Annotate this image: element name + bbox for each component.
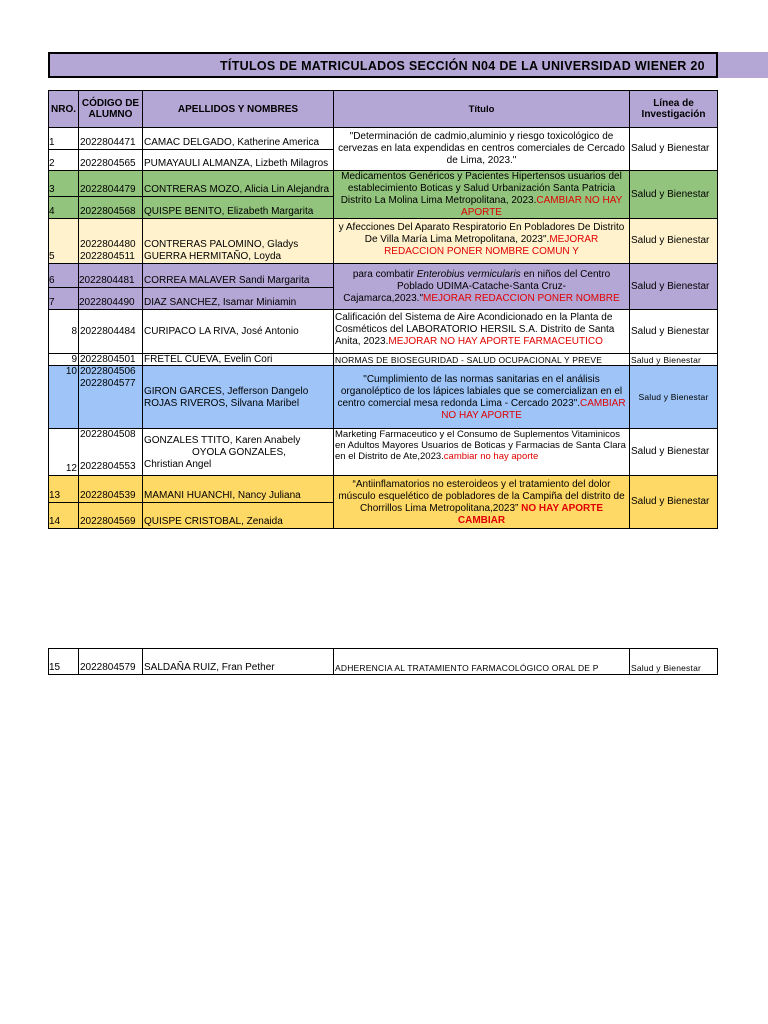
row2-name: PUMAYAULI ALMANZA, Lizbeth Milagros: [143, 150, 334, 171]
row1-nro: 1: [48, 128, 79, 150]
row5-name2: GUERRA HERMITAÑO, Loyda: [144, 251, 282, 262]
row12-name2: OYOLA GONZALES,: [192, 447, 286, 458]
group3-title-cell: [334, 219, 630, 264]
group4-note: MEJORAR REDACCION PONER NOMBRE: [423, 293, 620, 304]
group4-linea: Salud y Bienestar: [630, 264, 718, 310]
group4-title-cell: [334, 264, 630, 310]
row5-code-cell: [79, 219, 143, 264]
group4-title-a: para combatir: [352, 269, 417, 280]
row7-nro: 7: [48, 288, 79, 310]
row10-title-cell: [334, 366, 630, 429]
row10-linea: Salud y Bienestar: [630, 366, 718, 429]
title-bar-extension: [718, 52, 768, 78]
row9-linea: Salud y Bienestar: [630, 354, 718, 366]
row10-note: CAMBIAR NO HAY APORTE: [441, 398, 626, 421]
row9-code: 2022804501: [79, 354, 143, 366]
group1-title: "Determinación de cadmio,aluminio y riesgo toxicológico de cervezas en lata expendidas en centros comerciales de Cercado de Lima, 2023.": [334, 128, 630, 171]
group5-linea: Salud y Bienestar: [630, 476, 718, 529]
row8-title: Calificación del Sistema de Aire Acondicionado en la Planta de Cosméticos del LABORATORIO HERSIL S.A. Distrito de Santa Anita, 2023.: [335, 312, 615, 347]
row8-title-cell: [334, 310, 630, 354]
row8-code: 2022804484: [79, 310, 143, 354]
row4-name: QUISPE BENITO, Elizabeth Margarita: [143, 197, 334, 219]
row8-name: CURIPACO LA RIVA, José Antonio: [143, 310, 334, 354]
row10-code1: 2022804506: [80, 366, 136, 377]
row13-nro: 13: [48, 476, 79, 503]
row3-code: 2022804479: [79, 171, 143, 197]
row5-name1: CONTRERAS PALOMINO, Gladys: [144, 239, 299, 250]
row13-code: 2022804539: [79, 476, 143, 503]
row15-nro: 15: [48, 648, 79, 675]
row12-name1: GONZALES TTITO, Karen Anabely: [144, 435, 301, 446]
row2-code: 2022804565: [79, 150, 143, 171]
row8-linea: Salud y Bienestar: [630, 310, 718, 354]
row7-code: 2022804490: [79, 288, 143, 310]
group3-note: MEJORAR REDACCION PONER NOMBRE COMUN Y: [384, 234, 599, 257]
row5-code1: 2022804480: [80, 239, 136, 250]
row3-name: CONTRERAS MOZO, Alicia Lin Alejandra: [143, 171, 334, 197]
group5-title-cell: [334, 476, 630, 529]
group4-title-italic: Enterobius vermicularis: [416, 269, 521, 280]
row10-name2: ROJAS RIVEROS, Silvana Maribel: [144, 398, 300, 409]
group3-title: y Afecciones Del Aparato Respiratorio En Pobladores De Distrito De Villa María Lima Metropolitana, 2023".: [338, 222, 625, 245]
row12-code1: 2022804508: [80, 429, 136, 440]
row15-code: 2022804579: [79, 648, 143, 675]
row7-name: DIAZ SANCHEZ, Isamar Miniamin: [143, 288, 334, 310]
row14-nro: 14: [48, 503, 79, 529]
row9-name: FRETEL CUEVA, Evelin Cori: [143, 354, 334, 366]
row2-nro: 2: [48, 150, 79, 171]
row4-code: 2022804568: [79, 197, 143, 219]
row15-name: SALDAÑA RUIZ, Fran Pether: [143, 648, 334, 675]
row8-nro: 8: [48, 310, 79, 354]
row5-name-cell: [143, 219, 334, 264]
row8-note: MEJORAR NO HAY APORTE FARMACEUTICO: [388, 336, 603, 347]
row10-name-cell: [143, 366, 334, 429]
row12-title: Marketing Farmaceutico y el Consumo de Suplementos Vitaminicos en Adultos Mayores Usuarios de Boticas y Farmacias de Santa Clara en el Distrito de Ate,2023.: [335, 429, 626, 462]
row14-name: QUISPE CRISTOBAL, Zenaida: [143, 503, 334, 529]
group5-note2: CAMBIAR: [457, 515, 506, 526]
group4-title-b: en niños del Centro Poblado UDIMA-Catache-Santa Cruz-Cajamarca,2023.": [343, 269, 611, 304]
row12-code2: 2022804553: [80, 461, 136, 472]
row12-name3: Christian Angel: [144, 459, 212, 470]
group2-title-cell: [334, 171, 630, 219]
header-nro: NRO.: [48, 90, 79, 128]
row15-linea: Salud y Bienestar: [630, 648, 718, 675]
row6-nro: 6: [48, 264, 79, 288]
row14-code: 2022804569: [79, 503, 143, 529]
row6-code: 2022804481: [79, 264, 143, 288]
header-linea: Línea de Investigación: [630, 90, 718, 128]
header-titulo: Título: [334, 90, 630, 128]
row10-title: "Cumplimiento de las normas sanitarias en el análisis organoléptico de los lápices labiales que se comercializan en el centro comercial mesa redonda Lima - Cercado 2023".: [337, 374, 623, 409]
group2-title: Medicamentos Genéricos y Pacientes Hipertensos usuarios del establecimiento Boticas y Salud Urbanización Santa Patricia Distrito La Molina Lima Metropolitana, 2023.: [340, 171, 622, 206]
row10-code-cell: [79, 366, 143, 429]
row1-code: 2022804471: [79, 128, 143, 150]
group5-note1: NO HAY APORTE: [521, 503, 604, 514]
header-apellidos: APELLIDOS Y NOMBRES: [143, 90, 334, 128]
row12-note: cambiar no hay aporte: [443, 451, 539, 462]
group2-linea: Salud y Bienestar: [630, 171, 718, 219]
row5-nro: 5: [48, 219, 79, 264]
row15-title: ADHERENCIA AL TRATAMIENTO FARMACOLÓGICO ORAL DE P: [334, 648, 630, 675]
row4-nro: 4: [48, 197, 79, 219]
group1-linea: Salud y Bienestar: [630, 128, 718, 171]
group3-linea: Salud y Bienestar: [630, 219, 718, 264]
row13-name: MAMANI HUANCHI, Nancy Juliana: [143, 476, 334, 503]
row3-nro: 3: [48, 171, 79, 197]
header-codigo: CÓDIGO DE ALUMNO: [79, 90, 143, 128]
row10-name1: GIRON GARCES, Jefferson Dangelo: [144, 386, 309, 397]
row9-title: NORMAS DE BIOSEGURIDAD - SALUD OCUPACIONAL Y PREVE: [334, 354, 630, 366]
group5-title: “Antiinflamatorios no esteroideos y el tratamiento del dolor músculo esquelético de pobladores de la Campiña del distrito de Chorrillos Lima Metropolitana,2023”: [338, 479, 625, 514]
row10-code2: 2022804577: [80, 378, 136, 389]
row12-linea: Salud y Bienestar: [630, 429, 718, 476]
row10-nro: 10: [48, 366, 79, 429]
row1-name: CAMAC DELGADO, Katherine America: [143, 128, 334, 150]
row9-nro: 9: [48, 354, 79, 366]
row12-title-cell: [334, 429, 630, 476]
title-bar: [48, 52, 718, 78]
row12-nro: 12: [48, 429, 79, 476]
row6-name: CORREA MALAVER Sandi Margarita: [143, 264, 334, 288]
group2-note: CAMBIAR NO HAY APORTE: [461, 195, 623, 218]
row12-name-cell: [143, 429, 334, 476]
row12-code-cell: [79, 429, 143, 476]
row5-code2: 2022804511: [80, 251, 135, 262]
sheet-title: TÍTULOS DE MATRICULADOS SECCIÓN N04 DE LA UNIVERSIDAD WIENER 20: [220, 59, 705, 73]
